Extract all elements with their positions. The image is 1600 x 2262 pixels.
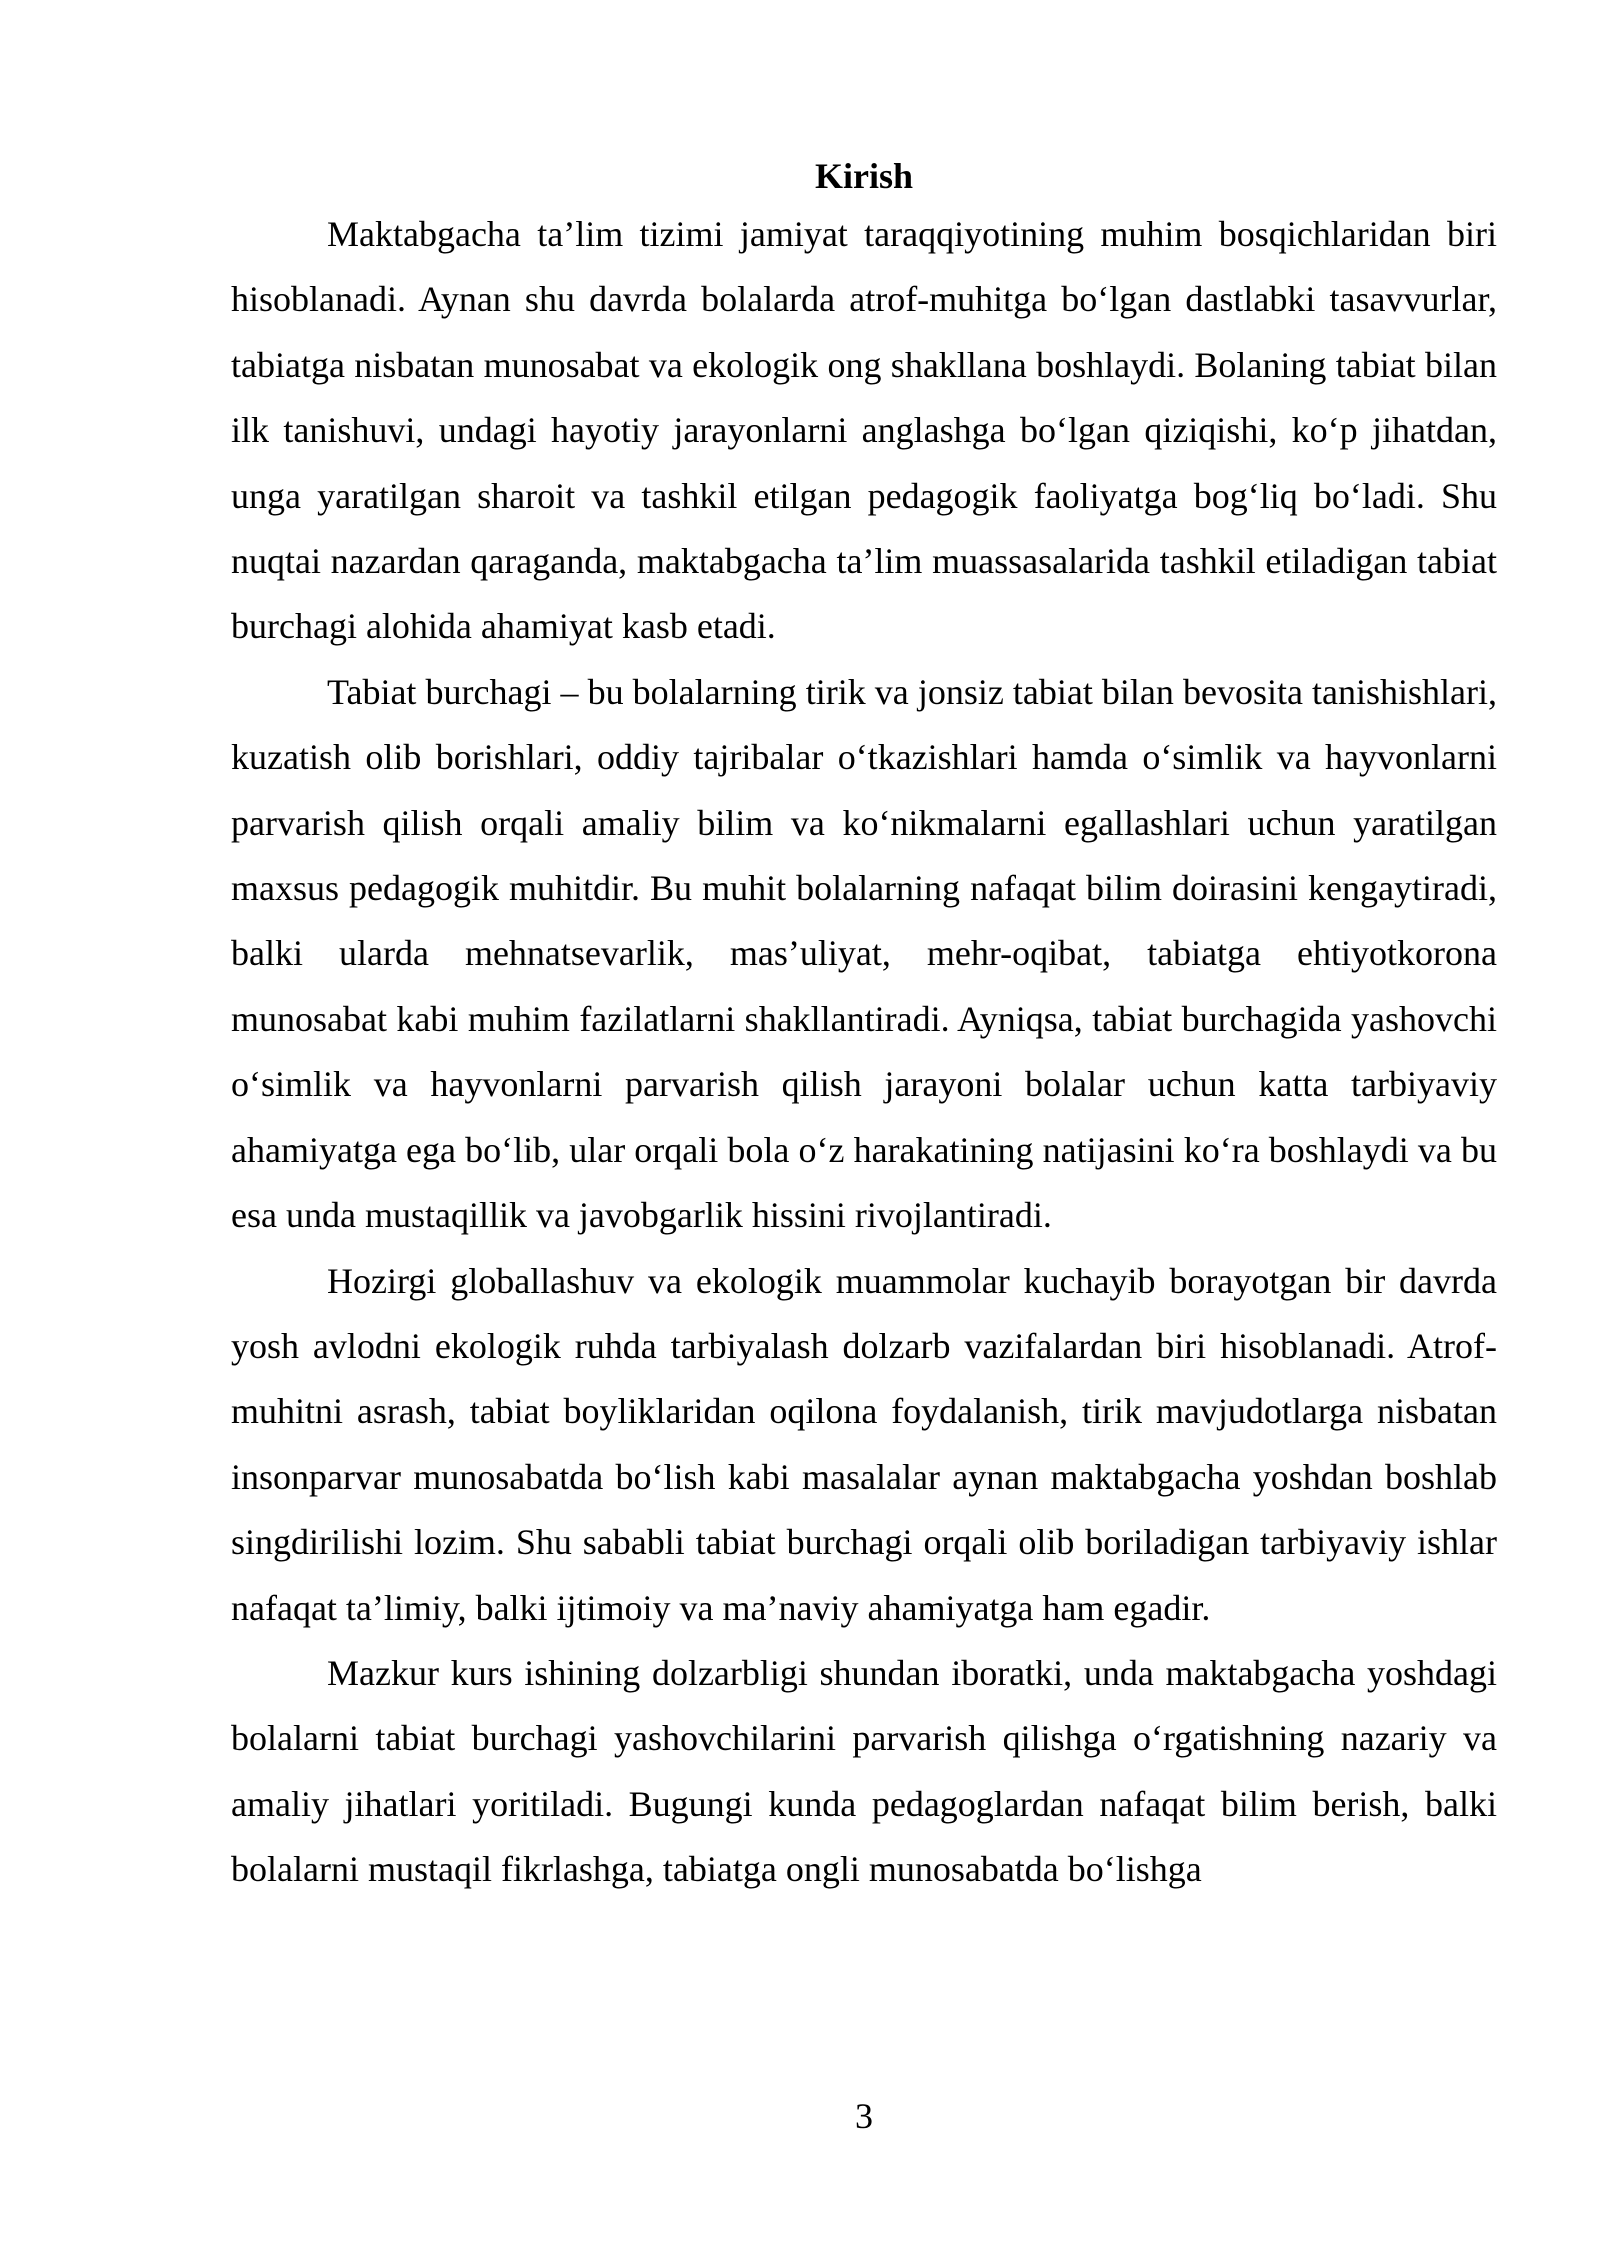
paragraph-4: Mazkur kurs ishining dolzarbligi shundan iboratki, unda maktabgacha yoshdagi bolalarni tabiat burchagi yashovchilarini parvarish qilishga o‘rgatishning nazariy va amaliy jihatlari yoritiladi. Bugungi kunda pedagoglardan nafaqat bilim berish, balki bolalarni mustaqil fikrlashga, tabiatga ongli munosabatda bo‘lishga <box>231 1652 1497 1890</box>
paragraph-2: Tabiat burchagi – bu bolalarning tirik va jonsiz tabiat bilan bevosita tanishishlari, kuzatish olib borishlari, oddiy tajribalar o‘tkazishlari hamda o‘simlik va hayvonlarni parvarish qilish orqali amaliy bilim va ko‘nikmalarni egallashlari uchun yaratilgan maxsus pedagogik muhitdir. Bu muhit bolalarning nafaqat bilim doirasini kengaytiradi, balki ularda mehnatsevarlik, mas’uliyat, mehr-oqibat, tabiatga ehtiyotkorona munosabat kabi muhim fazilatlarni shakllantiradi. Ayniqsa, tabiat burchagida yashovchi o‘simlik va hayvonlarni parvarish qilish jarayoni bolalar uchun katta tarbiyaviy ahamiyatga ega bo‘lib, ular orqali bola o‘z harakatining natijasini ko‘ra boshlaydi va bu esa unda mustaqillik va javobgarlik hissini rivojlantiradi. <box>231 671 1497 1236</box>
page-number: 3 <box>855 2096 873 2136</box>
page-body <box>231 150 1497 1903</box>
section-title: Kirish <box>814 156 913 196</box>
paragraph-1: Maktabgacha ta’lim tizimi jamiyat taraqqiyotining muhim bosqichlaridan biri hisoblanadi. Aynan shu davrda bolalarda atrof-muhitga bo‘lgan dastlabki tasavvurlar, tabiatga nisbatan munosabat va ekologik ong shakllana boshlaydi. Bolaning tabiat bilan ilk tanishuvi, undagi hayotiy jarayonlarni anglashga bo‘lgan qiziqishi, ko‘p jihatdan, unga yaratilgan sharoit va tashkil etilgan pedagogik faoliyatga bog‘liq bo‘ladi. Shu nuqtai nazardan qaraganda, maktabgacha ta’lim muassasalarida tashkil etiladigan tabiat burchagi alohida ahamiyat kasb etadi. <box>231 214 1497 647</box>
paragraph-3: Hozirgi globallashuv va ekologik muammolar kuchayib borayotgan bir davrda yosh avlodni ekologik ruhda tarbiyalash dolzarb vazifalardan biri hisoblanadi. Atrof-muhitni asrash, tabiat boyliklaridan oqilona foydalanish, tirik mavjudotlarga nisbatan insonparvar munosabatda bo‘lish kabi masalalar aynan maktabgacha yoshdan boshlab singdirilishi lozim. Shu sababli tabiat burchagi orqali olib boriladigan tarbiyaviy ishlar nafaqat ta’limiy, balki ijtimoiy va ma’naviy ahamiyatga ham egadir. <box>231 1260 1497 1628</box>
